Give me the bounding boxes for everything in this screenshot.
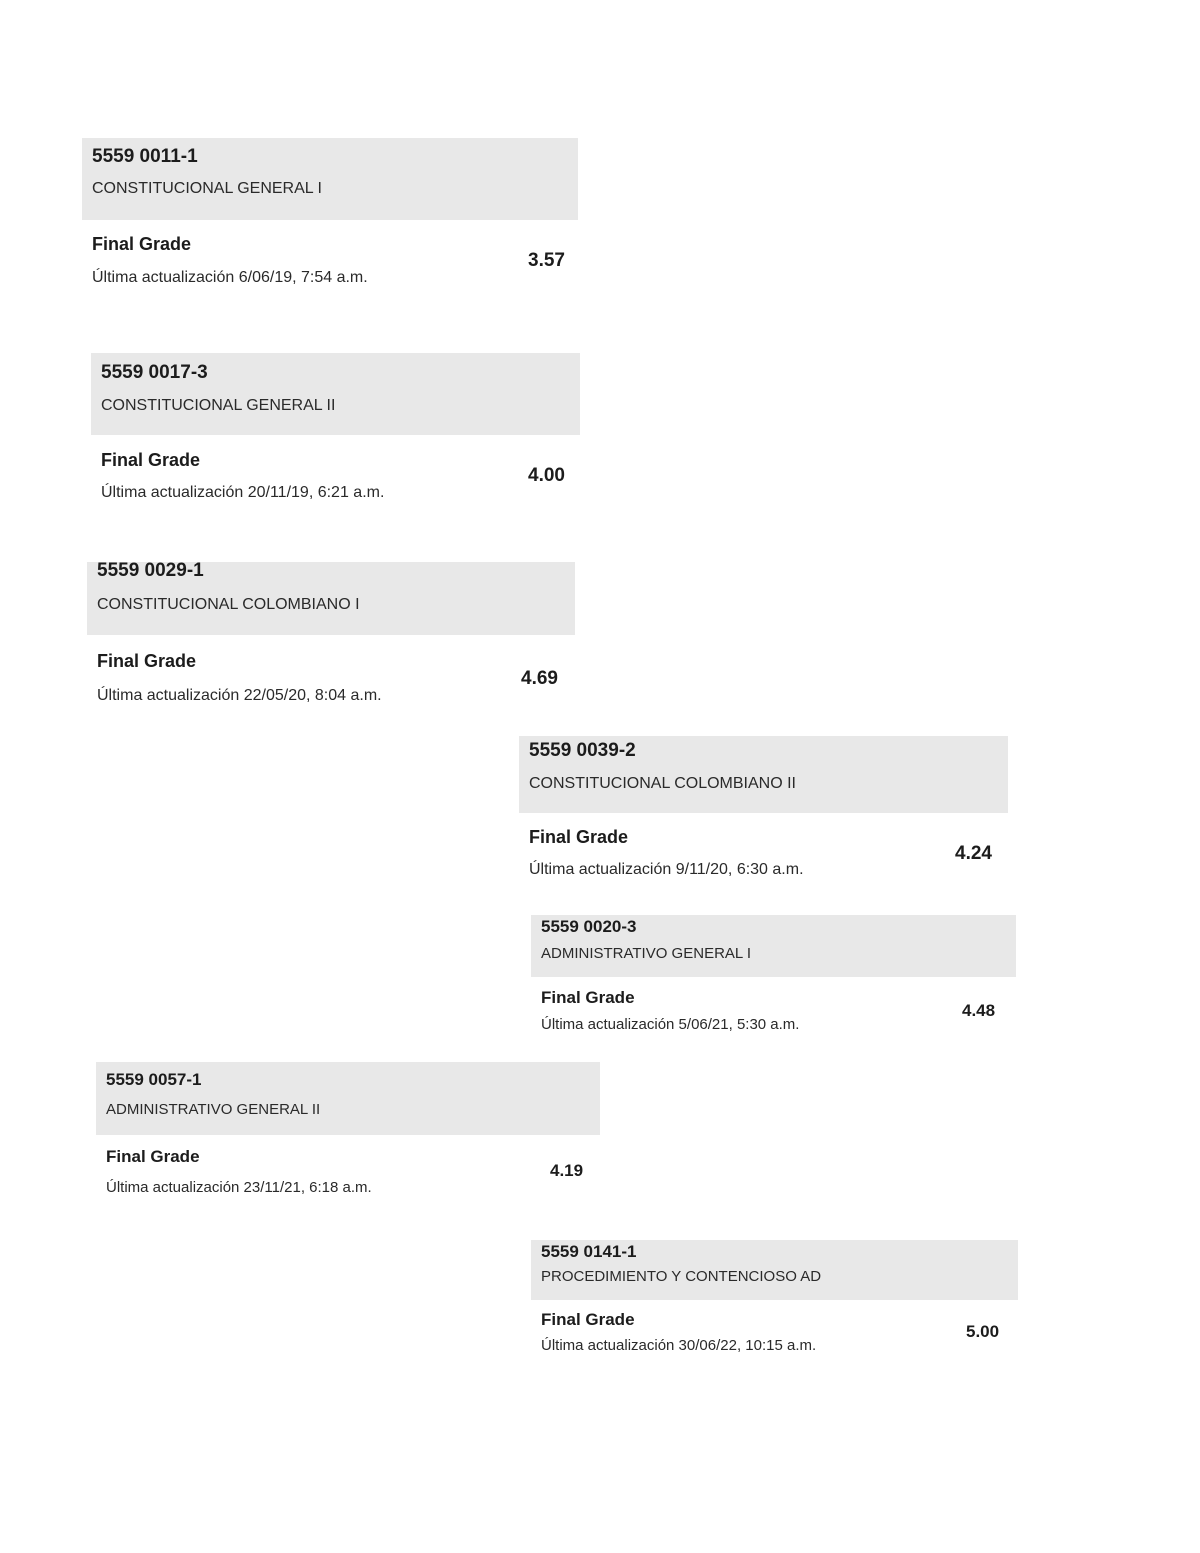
final-grade-label: Final Grade: [97, 651, 197, 671]
course-header: [87, 562, 575, 635]
last-updated: Última actualización 6/06/19, 7:54 a.m.: [92, 269, 368, 286]
grade-value: 4.19: [550, 1161, 584, 1180]
course-card: [87, 562, 575, 712]
final-grade-label: Final Grade: [541, 988, 635, 1007]
course-card: [96, 1062, 600, 1202]
course-card: [531, 915, 1016, 1040]
course-name: CONSTITUCIONAL GENERAL I: [92, 180, 322, 197]
course-code: 5559 0039-2: [529, 740, 636, 761]
course-code: 5559 0011-1: [92, 146, 198, 167]
course-code: 5559 0029-1: [97, 560, 204, 581]
grade-value: 4.00: [528, 465, 565, 486]
course-header: [82, 138, 578, 220]
last-updated: Última actualización 9/11/20, 6:30 a.m.: [529, 861, 804, 878]
course-name: CONSTITUCIONAL GENERAL II: [101, 397, 336, 414]
course-name: ADMINISTRATIVO GENERAL I: [541, 945, 752, 962]
course-card: [91, 353, 580, 513]
last-updated: Última actualización 23/11/21, 6:18 a.m.: [106, 1179, 372, 1196]
last-updated: Última actualización 20/11/19, 6:21 a.m.: [101, 484, 385, 501]
final-grade-label: Final Grade: [541, 1310, 635, 1329]
course-card: [531, 1240, 1018, 1365]
grade-value: 4.69: [521, 668, 558, 689]
grade-value: 5.00: [966, 1322, 1000, 1341]
course-name: PROCEDIMIENTO Y CONTENCIOSO AD: [541, 1268, 822, 1285]
final-grade-label: Final Grade: [106, 1147, 200, 1166]
course-name: CONSTITUCIONAL COLOMBIANO II: [529, 775, 796, 792]
course-card: [519, 736, 1008, 886]
grade-value: 4.48: [962, 1001, 996, 1020]
course-code: 5559 0141-1: [541, 1242, 637, 1261]
course-card: [82, 138, 578, 298]
last-updated: Última actualización 30/06/22, 10:15 a.m.: [541, 1337, 817, 1354]
course-code: 5559 0020-3: [541, 917, 637, 936]
course-code: 5559 0017-3: [101, 362, 208, 383]
course-code: 5559 0057-1: [106, 1070, 202, 1089]
last-updated: Última actualización 5/06/21, 5:30 a.m.: [541, 1016, 800, 1033]
grade-value: 3.57: [528, 250, 565, 271]
last-updated: Última actualización 22/05/20, 8:04 a.m.: [97, 687, 382, 704]
course-name: CONSTITUCIONAL COLOMBIANO I: [97, 596, 360, 613]
course-header: [531, 1240, 1018, 1300]
course-header: [519, 736, 1008, 813]
course-header: [96, 1062, 600, 1135]
final-grade-label: Final Grade: [101, 450, 201, 470]
course-header: [91, 353, 580, 435]
course-header: [531, 915, 1016, 977]
final-grade-label: Final Grade: [529, 827, 629, 847]
grade-value: 4.24: [955, 843, 992, 864]
final-grade-label: Final Grade: [92, 234, 192, 254]
course-name: ADMINISTRATIVO GENERAL II: [106, 1101, 321, 1118]
